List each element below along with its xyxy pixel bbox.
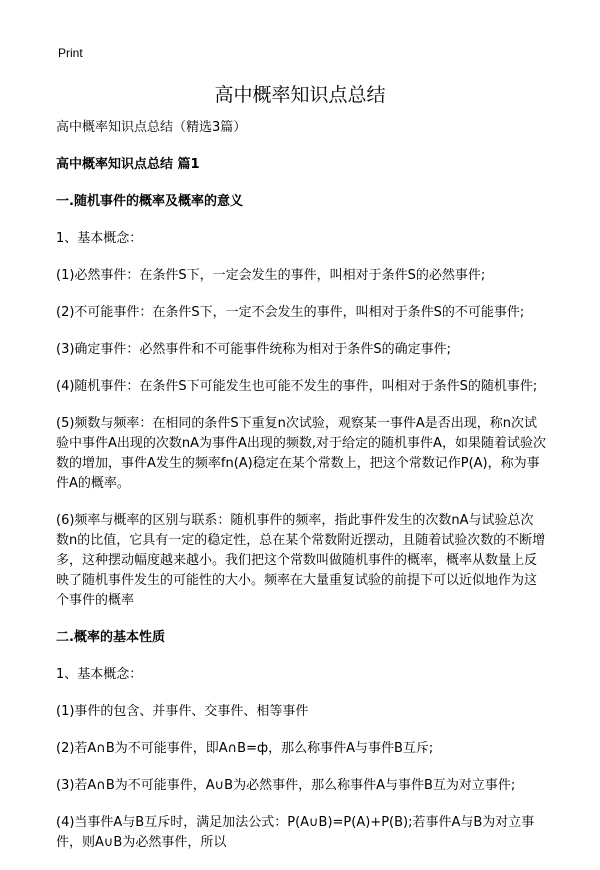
section-2-item: (1)事件的包含、并事件、交事件、相等事件: [56, 704, 309, 719]
section-1-basic-label: 1、基本概念：: [56, 231, 143, 246]
section-1-item: (6)频率与概率的区别与联系：随机事件的频率，指此事件发生的次数nA与试验总次数n的比值，它具有一定的稳定性，总在某个常数附近摆动，且随着试验次数的不断增多，这种摆动幅度越来越小。我们把这个常数叫做随机事件的概率，概率从数量上反映了随机事件发生的可能性的大小。频率在大量重复试验的前提下可以近似地作为这个事件的概率: [56, 513, 546, 608]
section-2-item: (4)当事件A与B互斥时，满足加法公式：P(A∪B)=P(A)+P(B);若事件A与B为对立事件，则A∪B为必然事件，所以: [56, 815, 535, 850]
section-1-item: (1)必然事件：在条件S下，一定会发生的事件，叫相对于条件S的必然事件;: [56, 268, 486, 283]
section-1-item: (3)确定事件：必然事件和不可能事件统称为相对于条件S的确定事件;: [56, 342, 452, 357]
section-2-item: (2)若A∩B为不可能事件，即A∩B=ф，那么称事件A与事件B互斥;: [56, 741, 434, 756]
print-link[interactable]: Print: [58, 46, 83, 60]
section-2-heading: 二.概率的基本性质: [56, 630, 165, 645]
section-1-heading: 一.随机事件的概率及概率的意义: [56, 194, 243, 209]
subtitle: 高中概率知识点总结（精选3篇）: [56, 120, 247, 135]
section-1-item: (4)随机事件：在条件S下可能发生也可能不发生的事件，叫相对于条件S的随机事件;: [56, 379, 538, 394]
page-title: 高中概率知识点总结: [214, 84, 386, 106]
document-body: [56, 118, 546, 870]
article-heading: 高中概率知识点总结 篇1: [56, 157, 200, 172]
section-2-basic-label: 1、基本概念：: [56, 667, 143, 682]
section-1-item: (5)频数与频率：在相同的条件S下重复n次试验，观察某一事件A是否出现，称n次试验中事件A出现的次数nA为事件A出现的频数,对于给定的随机事件A，如果随着试验次数的增加，事件A发生的频率fn(A)稳定在某个常数上，把这个常数记作P(A)，称为事件A的概率。: [56, 416, 546, 491]
section-1-item: (2)不可能事件：在条件S下，一定不会发生的事件，叫相对于条件S的不可能事件;: [56, 305, 525, 320]
section-2-item: (3)若A∩B为不可能事件，A∪B为必然事件，那么称事件A与事件B互为对立事件;: [56, 778, 516, 793]
